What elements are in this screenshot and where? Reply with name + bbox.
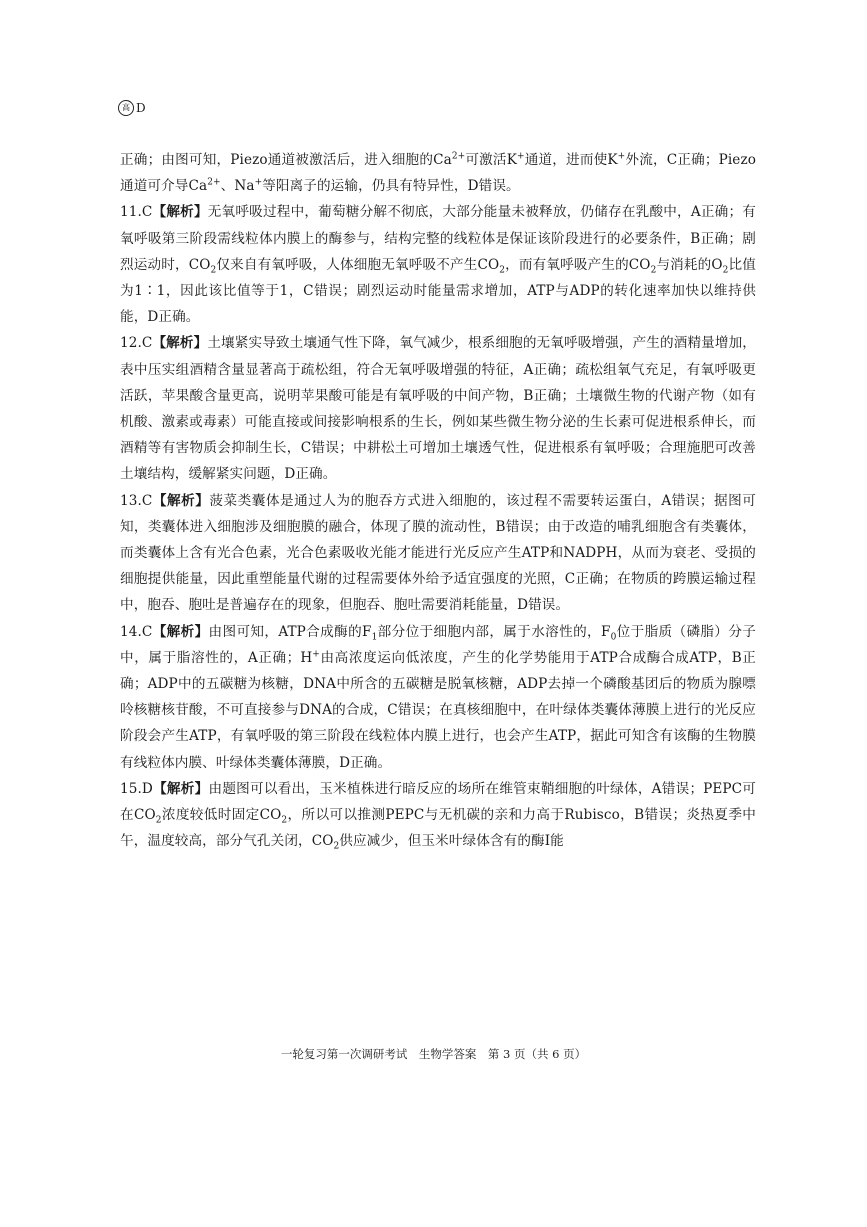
- subscript: 2: [722, 265, 729, 276]
- text-run: 与消耗的O: [656, 256, 723, 273]
- answer-paragraph: [120, 147, 756, 199]
- text-run: 位于脂质（磷脂）分子中，属于脂溶性的，A正确；H: [120, 623, 756, 666]
- superscript: +: [516, 151, 525, 162]
- subscript: 2: [155, 815, 162, 826]
- question-number: 14.C: [120, 623, 153, 640]
- text-run: 可激活K: [465, 152, 517, 168]
- subscript: 1: [371, 632, 378, 643]
- page-footer: 一轮复习第一次调研考试 生物学答案 第 3 页（共 6 页）: [280, 1047, 587, 1061]
- superscript: +: [254, 177, 263, 188]
- question-number: 13.C: [120, 492, 153, 509]
- text-run: 通道，进而使K: [524, 152, 618, 168]
- text-run: 由高浓度运向低浓度，产生的化学势能用于ATP合成酶合成ATP，B正确；ADP中的五碳糖为核糖，DNA中所含的五碳糖是脱氧核糖，ADP去掉一个磷酸基团后的物质为腺嘌呤核糖核苷酸，不可直接参与DNA的合成，C错误；在真核细胞中，在叶绿体类囊体薄膜上进行的光反应阶段会产生ATP，有氧呼吸的第三阶段在线粒体内膜上进行，也会产生ATP，据此可知含有该酶的生物膜有线粒体内膜、叶绿体类囊体薄膜，D正确。: [120, 649, 756, 771]
- text-run: 无氧呼吸过程中，葡萄糖分解不彻底，大部分能量未被释放，仍储存在乳酸中，A正确；有氧呼吸第三阶段需线粒体内膜上的酶参与，结构完整的线粒体是保证该阶段进行的必要条件，B正确；剧烈运动时，CO: [120, 204, 756, 273]
- subscript: 2: [499, 265, 506, 276]
- text-run: ，所以可以推测PEPC与无机碳的亲和力高于Rubisco，B错误；炎热夏季中午，温度较高，部分气孔关闭，CO: [120, 807, 756, 850]
- text-run: 由图可知，ATP合成酶的F: [208, 623, 372, 640]
- text-run: 正确；由图可知，Piezo通道被激活后，进入细胞的Ca: [120, 152, 452, 168]
- analysis-tag: 【解析】: [152, 492, 210, 509]
- subscript: 0: [610, 632, 617, 643]
- answer-paragraph: [120, 776, 756, 855]
- corner-mark: [118, 100, 146, 116]
- subscript: 2: [281, 815, 288, 826]
- text-run: 外流，C正确；Piezo通道可介导Ca: [120, 152, 756, 195]
- superscript: 2+: [207, 177, 221, 188]
- text-run: ，而有氧呼吸产生的CO: [505, 256, 651, 273]
- answer-text-body: [120, 147, 756, 854]
- question-number: 11.C: [120, 204, 153, 221]
- text-run: 由题图可以看出，玉米植株进行暗反应的场所在维管束鞘细胞的叶绿体，A错误；PEPC可在CO: [120, 780, 757, 824]
- analysis-tag: 【解析】: [152, 335, 208, 352]
- circle-mark-icon: 高: [118, 100, 134, 116]
- text-run: 土壤紧实导致土壤通气性下降，氧气减少，根系细胞的无氧呼吸增强，产生的酒精量增加，表中压实组酒精含量显著高于疏松组，符合无氧呼吸增强的特征，A正确；疏松组氧气充足，有氧呼吸更活跃，苹果酸含量更高，说明苹果酸可能是有氧呼吸的中间产物，B正确；土壤微生物的代谢产物（如有机酸、激素或毒素）可能直接或间接影响根系的生长，例如某些微生物分泌的生长素可促进根系伸长，而酒精等有害物质会抑制生长，C错误；中耕松土可增加土壤透气性，促进根系有氧呼吸；合理施肥可改善土壤结构，缓解紧实问题，D正确。: [120, 335, 757, 483]
- superscript: 2+: [451, 151, 466, 162]
- analysis-tag: 【解析】: [152, 623, 209, 640]
- question-number: 15.D: [120, 780, 153, 797]
- answer-paragraph: [120, 619, 756, 776]
- answer-paragraph: [120, 330, 756, 487]
- answer-paragraph: [120, 488, 756, 619]
- text-run: 部分位于细胞内部，属于水溶性的，F: [377, 623, 611, 640]
- corner-mark-letter: D: [136, 101, 146, 115]
- subscript: 2: [333, 842, 340, 852]
- text-run: 浓度较低时固定CO: [161, 807, 282, 824]
- text-run: 菠菜类囊体是通过人为的胞吞方式进入细胞的，该过程不需要转运蛋白，A错误；据图可知，类囊体进入细胞涉及细胞膜的融合，体现了膜的流动性，B错误；由于改造的哺乳细胞含有类囊体，而类囊体上含有光合色素，光合色素吸收光能才能进行光反应产生ATP和NADPH，从而为衰老、受损的细胞提供能量，因此重塑能量代谢的过程需要体外给予适宜强度的光照，C正确；在物质的跨膜运输过程中，胞吞、胞吐是普遍存在的现象，但胞吞、胞吐需要消耗能量，D错误。: [120, 492, 756, 614]
- superscript: +: [312, 649, 320, 660]
- question-number: 12.C: [120, 335, 153, 352]
- text-run: 供应减少，但玉米叶绿体含有的酶Ⅰ能: [339, 833, 564, 850]
- analysis-tag: 【解析】: [152, 780, 209, 797]
- text-run: 比值为1∶1，因此该比值等于1，C错误；剧烈运动时能量需求增加，ATP与ADP的转化速率加快以维持供能，D正确。: [120, 256, 756, 326]
- subscript: 2: [650, 265, 657, 276]
- subscript: 2: [210, 265, 217, 276]
- superscript: +: [617, 151, 626, 162]
- answer-paragraph: [120, 199, 756, 330]
- text-run: 等阳离子的运输，仍具有特异性，D错误。: [262, 178, 520, 195]
- analysis-tag: 【解析】: [152, 204, 208, 221]
- text-run: 、Na: [220, 178, 255, 195]
- text-run: 仅来自有氧呼吸，人体细胞无氧呼吸不产生CO: [216, 256, 500, 273]
